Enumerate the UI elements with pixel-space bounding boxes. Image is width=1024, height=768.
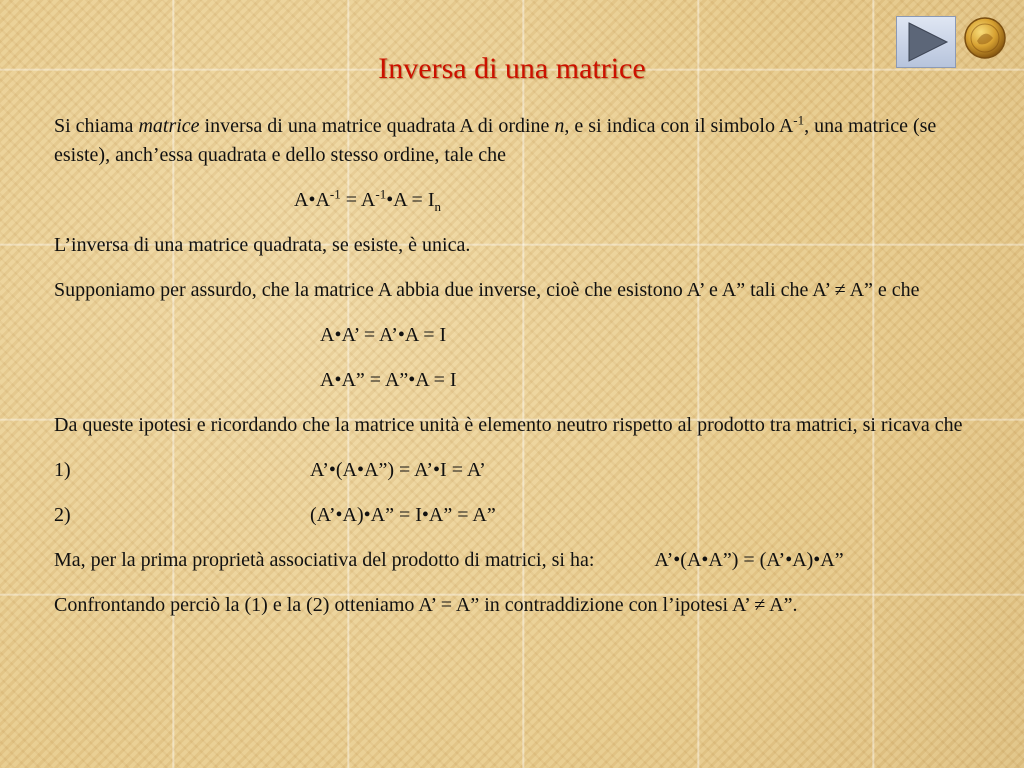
formula-part: A•A bbox=[294, 189, 330, 211]
formula-text: A•A’ = A’•A = I bbox=[320, 324, 447, 346]
superscript: -1 bbox=[375, 186, 387, 202]
gold-coin-icon[interactable] bbox=[963, 16, 1007, 60]
formula-part: = A bbox=[340, 189, 376, 211]
italic-term: matrice bbox=[138, 115, 200, 137]
identity-neutral-paragraph: Da queste ipotesi e ricordando che la matrice unità è elemento neutro rispetto al prodotto tra matrici, si ricava che bbox=[54, 414, 963, 436]
associativity-paragraph bbox=[54, 546, 984, 575]
italic-n: n bbox=[554, 115, 565, 137]
conclusion-paragraph: Confrontando perciò la (1) e la (2) otteniamo A’ = A” in contraddizione con l’ipotesi A’ ≠ A”. bbox=[54, 594, 798, 616]
slide-content bbox=[54, 112, 984, 636]
step-2 bbox=[54, 501, 984, 530]
inverse-definition-formula bbox=[54, 186, 984, 215]
formula-text: A•A” = A”•A = I bbox=[320, 369, 457, 391]
formula-a-double-prime bbox=[54, 366, 984, 395]
text: , una matrice (se esiste), anch’essa quadrata e dello stesso ordine, tale che bbox=[54, 115, 937, 166]
absurd-hypothesis-paragraph: Supponiamo per assurdo, che la matrice A abbia due inverse, cioè che esistono A’ e A” tali che A’ ≠ A” e che bbox=[54, 279, 920, 301]
step-number: 2) bbox=[54, 504, 71, 526]
formula-a-prime bbox=[54, 321, 984, 350]
subscript: n bbox=[434, 199, 441, 214]
formula-part: •A = I bbox=[386, 189, 435, 211]
text: inversa di una matrice quadrata A di ordine bbox=[199, 115, 555, 137]
play-arrow-icon bbox=[897, 17, 955, 67]
slide-title: Inversa di una matrice bbox=[378, 52, 646, 85]
next-slide-button[interactable] bbox=[896, 16, 956, 68]
step-formula: (A’•A)•A” = I•A” = A” bbox=[310, 504, 496, 526]
associativity-formula: A’•(A•A”) = (A’•A)•A” bbox=[654, 549, 844, 571]
text: , e si indica con il simbolo A bbox=[564, 115, 794, 137]
step-number: 1) bbox=[54, 459, 71, 481]
text: Ma, per la prima proprietà associativa del prodotto di matrici, si ha: bbox=[54, 549, 595, 571]
superscript: -1 bbox=[793, 112, 805, 128]
step-formula: A’•(A•A”) = A’•I = A’ bbox=[310, 459, 486, 481]
uniqueness-statement: L’inversa di una matrice quadrata, se esiste, è unica. bbox=[54, 234, 471, 256]
superscript: -1 bbox=[329, 186, 341, 202]
definition-paragraph bbox=[54, 112, 984, 170]
step-1 bbox=[54, 456, 984, 485]
text: Si chiama bbox=[54, 115, 139, 137]
